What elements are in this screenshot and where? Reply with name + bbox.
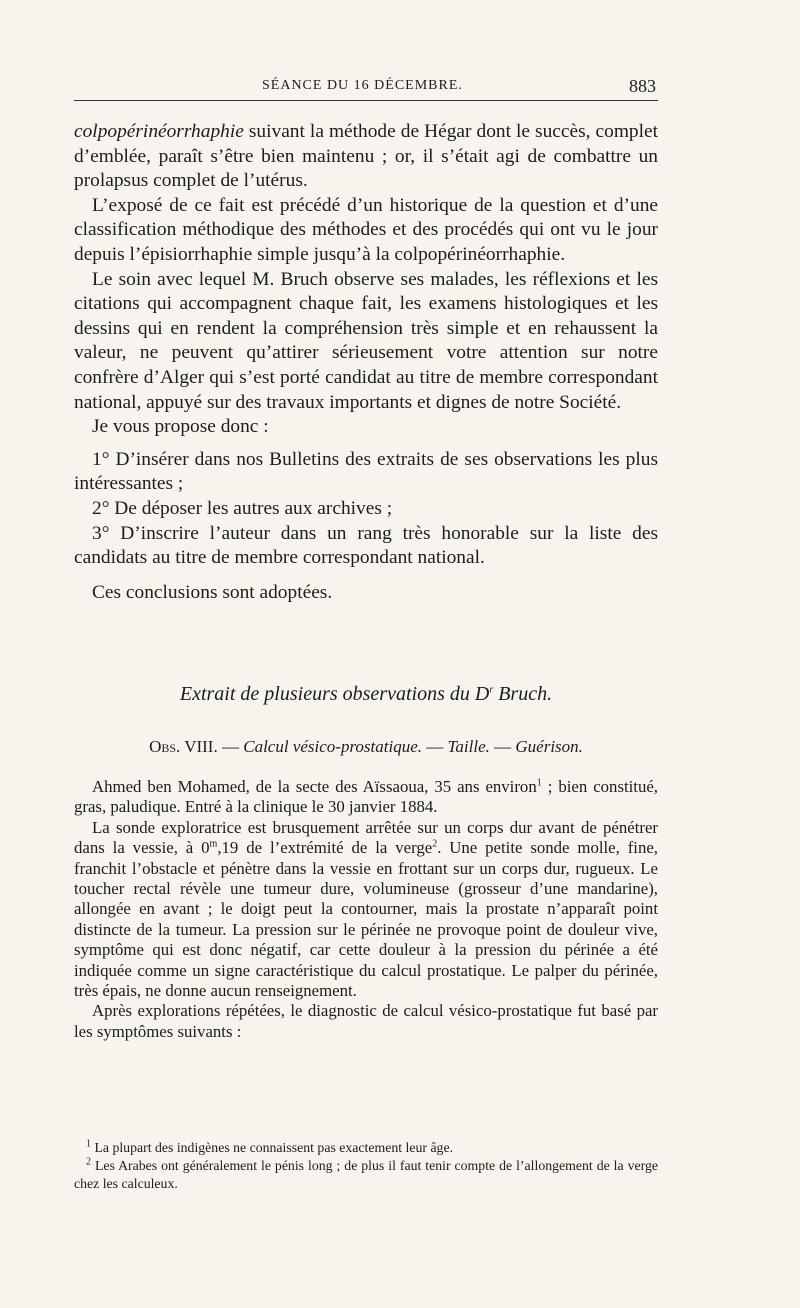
paragraph-4: Je vous propose donc : — [92, 416, 269, 438]
main-text — [74, 120, 658, 605]
running-title: SÉANCE DU 16 DÉCEMBRE. — [262, 78, 463, 93]
observation-outcome: Guérison. — [515, 737, 583, 756]
footnote-ref-1: 1 — [536, 777, 542, 789]
page-header — [74, 76, 658, 101]
observation-text — [74, 777, 658, 1042]
observation-paragraph-1: Ahmed ben Mohamed, de la secte des Aïssaoua, 35 ans environ$^1$ ; bien constitué, gras, paludique. Entré à la clinique le 30 janvier 1884. — [74, 777, 658, 817]
observation-paragraph-2: La sonde exploratrice est brusquement arrêtée sur un corps dur avant de pénétrer dans la vessie, à 0$^m$,19 de l’extrémité de la verge$^2$. Une petite sonde molle, fine, franchit l’obstacle et pénètre dans la vessie en frottant sur un corps dur, rugueux. Le toucher rectal révèle une tumeur dure, volumineuse (grosseur d’une mandarine), allongée en avant ; le doigt peut la contourner, mais la prostate n’apparaît point distincte de la tumeur. La pression sur le périnée ne provoque point de douleur vive, symptôme qui est donc négatif, car cette douleur à la pression du périnée a été indiquée comme un signe caractéristique du calcul prostatique. Le palper du périnée, très épais, ne donne aucun renseignement. — [74, 817, 658, 1001]
page-number: 883 — [629, 76, 656, 96]
footnote-ref-2: 2 — [432, 838, 438, 850]
paragraph-3: Le soin avec lequel M. Bruch observe ses malades, les réflexions et les citations qui accompagnent chaque fait, les examens histologiques et les dessins qui en rendent la compréhension très simple et en rehaussent la valeur, ne peuvent qu’attirer sérieusement votre attention sur notre confrère d’Alger qui s’est porté candidat au titre de membre correspondant national, appuyé sur des travaux importants et dignes de notre Société. — [74, 268, 658, 413]
paragraph-2: L’exposé de ce fait est précédé d’un historique de la question et d’une classification méthodique des méthodes et des procédés qui ont vu le jour depuis l’épisiorrhaphie simple jusqu’à la colpopérinéorrhaphie. — [74, 194, 658, 265]
paragraph-1-text: suivant la méthode de Hégar dont le succès, complet d’emblée, paraît s’être bien maintenu ; or, il s’était agi de combattre un prolapsus complet de l’utérus. — [74, 121, 658, 192]
observation-subject: Calcul vésico-prostatique. — [243, 737, 423, 756]
conclusion-paragraph: Ces conclusions sont adoptées. — [92, 581, 333, 603]
observation-heading: Obs. VIII. — Calcul vésico-prostatique. — Taille. — Guérison. — [149, 737, 583, 756]
list-item-2: 2° De déposer les autres aux archives ; — [92, 497, 393, 519]
footnotes — [74, 1139, 658, 1193]
observation-paragraph-3: Après explorations répétées, le diagnostic de calcul vésico-prostatique fut basé par les symptômes suivants : — [74, 1001, 658, 1041]
observation-label: Obs. VIII. — [149, 737, 218, 756]
list-item-1: 1° D’insérer dans nos Bulletins des extraits de ses observations les plus intéressantes ; — [74, 448, 658, 495]
paragraph-1 — [74, 120, 658, 194]
footnote-1: $^1$ La plupart des indigènes ne connaissent pas exactement leur âge. — [86, 1138, 454, 1155]
section-heading: Extrait de plusieurs observations du $D^r$ Bruch. — [179, 683, 553, 705]
italic-term: colpopérinéorrhaphie — [74, 121, 244, 142]
footnote-2: $^2$ Les Arabes ont généralement le pénis long ; de plus il faut tenir compte de l’allongement de la verge chez les calculeux. — [74, 1156, 658, 1191]
list-item-3: 3° D’inscrire l’auteur dans un rang très honorable sur la liste des candidats au titre de membre correspondant national. — [74, 522, 658, 569]
observation-procedure: Taille. — [447, 737, 490, 756]
